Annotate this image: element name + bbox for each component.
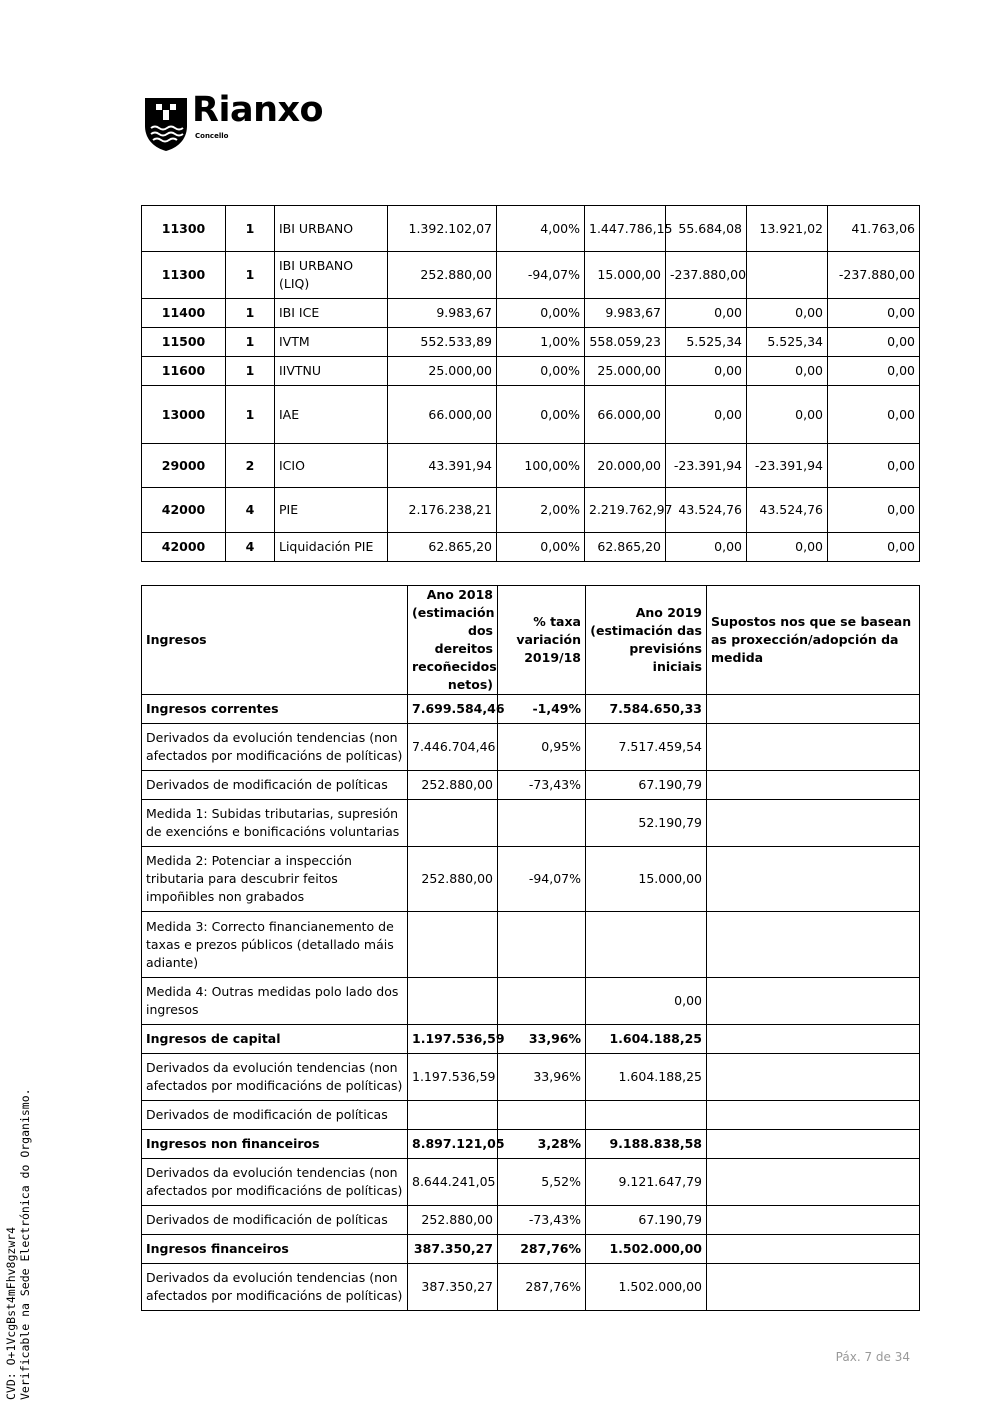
- row-label-cell: Derivados de modificación de políticas: [142, 1101, 408, 1130]
- amount-2018-cell: 1.197.536,59: [408, 1054, 498, 1101]
- percent-cell: -94,07%: [498, 847, 586, 912]
- percent-cell: 0,00%: [497, 357, 585, 386]
- table-row: [142, 386, 920, 444]
- cvd-code: CVD: O+1VcgBst4mFhv8gzwr4: [4, 1226, 18, 1400]
- chapter-cell: 1: [226, 328, 275, 357]
- table-row: [142, 1101, 920, 1130]
- assumptions-cell: [707, 978, 920, 1025]
- table-row: [142, 299, 920, 328]
- table-row: [142, 252, 920, 299]
- percent-cell: 287,76%: [498, 1235, 586, 1264]
- tax-code-cell: 11600: [142, 357, 226, 386]
- trend-cell: 0,00: [747, 386, 828, 444]
- percent-cell: -73,43%: [498, 771, 586, 800]
- difference-cell: 43.524,76: [666, 488, 747, 533]
- table-row: [142, 328, 920, 357]
- amount-2019-cell: 7.584.650,33: [586, 695, 707, 724]
- amount-2018-cell: 387.350,27: [408, 1264, 498, 1311]
- chapter-cell: 4: [226, 533, 275, 562]
- percent-cell: [498, 800, 586, 847]
- description-cell: IVTM: [275, 328, 388, 357]
- table-row: [142, 771, 920, 800]
- assumptions-cell: [707, 1264, 920, 1311]
- amount-2019-cell: 1.447.786,15: [585, 206, 666, 252]
- amount-2018-cell: [408, 978, 498, 1025]
- description-cell: IBI URBANO: [275, 206, 388, 252]
- percent-cell: -94,07%: [497, 252, 585, 299]
- logo-wordmark: Rianxo: [192, 90, 324, 130]
- description-cell: ICIO: [275, 444, 388, 488]
- percent-cell: 0,00%: [497, 299, 585, 328]
- amount-2018-cell: 252.880,00: [408, 1206, 498, 1235]
- table-row: [142, 978, 920, 1025]
- description-cell: Liquidación PIE: [275, 533, 388, 562]
- amount-2018-cell: 7.699.584,46: [408, 695, 498, 724]
- assumptions-cell: [707, 724, 920, 771]
- assumptions-cell: [707, 771, 920, 800]
- percent-cell: 3,28%: [498, 1130, 586, 1159]
- amount-2019-cell: 67.190,79: [586, 1206, 707, 1235]
- table-row: [142, 533, 920, 562]
- row-label-cell: Derivados de modificación de políticas: [142, 1206, 408, 1235]
- row-label-cell: Ingresos non financeiros: [142, 1130, 408, 1159]
- row-label-cell: Derivados da evolución tendencias (non afectados por modificacións de políticas): [142, 1264, 408, 1311]
- difference-cell: -237.880,00: [666, 252, 747, 299]
- description-cell: IAE: [275, 386, 388, 444]
- amount-2019-cell: 9.121.647,79: [586, 1159, 707, 1206]
- amount-2018-cell: [408, 1101, 498, 1130]
- assumptions-cell: [707, 695, 920, 724]
- amount-2019-cell: [586, 912, 707, 978]
- trend-cell: 43.524,76: [747, 488, 828, 533]
- chapter-cell: 1: [226, 206, 275, 252]
- amount-2018-cell: 1.392.102,07: [388, 206, 497, 252]
- tax-code-cell: 11300: [142, 206, 226, 252]
- percent-cell: 33,96%: [498, 1054, 586, 1101]
- chapter-cell: 2: [226, 444, 275, 488]
- trend-cell: 0,00: [747, 357, 828, 386]
- amount-2018-cell: 252.880,00: [408, 771, 498, 800]
- verification-note: Verificable na Sede Electrónica do Organismo.: [18, 1088, 32, 1400]
- amount-2019-cell: 52.190,79: [586, 800, 707, 847]
- header-ano-2018: Ano 2018 (estimación dos dereitos recoñecidos netos): [408, 586, 498, 695]
- row-label-cell: Medida 1: Subidas tributarias, supresión de exencións e bonificacións voluntarias: [142, 800, 408, 847]
- percent-cell: 0,00%: [497, 533, 585, 562]
- chapter-cell: 4: [226, 488, 275, 533]
- chapter-cell: 1: [226, 357, 275, 386]
- amount-2019-cell: 15.000,00: [586, 847, 707, 912]
- amount-2019-cell: 558.059,23: [585, 328, 666, 357]
- percent-cell: -73,43%: [498, 1206, 586, 1235]
- row-label-cell: Medida 3: Correcto financianemento de taxas e prezos públicos (detallado máis adiante): [142, 912, 408, 978]
- policy-cell: 0,00: [828, 533, 920, 562]
- amount-2019-cell: 20.000,00: [585, 444, 666, 488]
- header-supostos: Supostos nos que se basean as proxección/adopción da medida: [707, 586, 920, 695]
- percent-cell: [498, 978, 586, 1025]
- verification-code: [4, 1088, 32, 1400]
- assumptions-cell: [707, 912, 920, 978]
- amount-2018-cell: 25.000,00: [388, 357, 497, 386]
- assumptions-cell: [707, 1054, 920, 1101]
- trend-cell: -23.391,94: [747, 444, 828, 488]
- tax-code-cell: 11500: [142, 328, 226, 357]
- assumptions-cell: [707, 1159, 920, 1206]
- amount-2018-cell: 43.391,94: [388, 444, 497, 488]
- percent-cell: -1,49%: [498, 695, 586, 724]
- policy-cell: 41.763,06: [828, 206, 920, 252]
- percent-cell: 4,00%: [497, 206, 585, 252]
- table-row: [142, 1025, 920, 1054]
- table-row: [142, 724, 920, 771]
- coat-of-arms-icon: [143, 96, 189, 152]
- difference-cell: 55.684,08: [666, 206, 747, 252]
- percent-cell: 287,76%: [498, 1264, 586, 1311]
- description-cell: IBI ICE: [275, 299, 388, 328]
- percent-cell: 0,00%: [497, 386, 585, 444]
- policy-cell: 0,00: [828, 328, 920, 357]
- table-row: [142, 1235, 920, 1264]
- amount-2018-cell: 252.880,00: [388, 252, 497, 299]
- amount-2018-cell: 62.865,20: [388, 533, 497, 562]
- amount-2019-cell: 7.517.459,54: [586, 724, 707, 771]
- logo-subtitle: Concello: [195, 132, 229, 140]
- tax-code-cell: 13000: [142, 386, 226, 444]
- amount-2018-cell: 7.446.704,46: [408, 724, 498, 771]
- tax-code-cell: 42000: [142, 533, 226, 562]
- assumptions-cell: [707, 1130, 920, 1159]
- table-row: [142, 1130, 920, 1159]
- trend-cell: 5.525,34: [747, 328, 828, 357]
- income-projection-table: [141, 585, 920, 1311]
- amount-2019-cell: 9.188.838,58: [586, 1130, 707, 1159]
- assumptions-cell: [707, 1206, 920, 1235]
- table-row: [142, 444, 920, 488]
- tax-code-cell: 11300: [142, 252, 226, 299]
- tax-revenue-table: [141, 205, 920, 562]
- row-label-cell: Medida 4: Outras medidas polo lado dos ingresos: [142, 978, 408, 1025]
- row-label-cell: Ingresos correntes: [142, 695, 408, 724]
- header-taxa-variacion: % taxa variación 2019/18: [498, 586, 586, 695]
- amount-2019-cell: 2.219.762,97: [585, 488, 666, 533]
- chapter-cell: 1: [226, 252, 275, 299]
- chapter-cell: 1: [226, 299, 275, 328]
- header-ano-2019: Ano 2019 (estimación das previsións iniciais: [586, 586, 707, 695]
- amount-2018-cell: 9.983,67: [388, 299, 497, 328]
- table-row: [142, 1264, 920, 1311]
- row-label-cell: Ingresos de capital: [142, 1025, 408, 1054]
- table-row: [142, 1206, 920, 1235]
- difference-cell: 0,00: [666, 299, 747, 328]
- difference-cell: 0,00: [666, 357, 747, 386]
- row-label-cell: Ingresos financeiros: [142, 1235, 408, 1264]
- amount-2018-cell: [408, 800, 498, 847]
- amount-2018-cell: 2.176.238,21: [388, 488, 497, 533]
- tax-code-cell: 11400: [142, 299, 226, 328]
- description-cell: PIE: [275, 488, 388, 533]
- percent-cell: [498, 1101, 586, 1130]
- table-row: [142, 847, 920, 912]
- percent-cell: 5,52%: [498, 1159, 586, 1206]
- table-row: [142, 912, 920, 978]
- table-row: [142, 488, 920, 533]
- difference-cell: 5.525,34: [666, 328, 747, 357]
- amount-2019-cell: [586, 1101, 707, 1130]
- trend-cell: 0,00: [747, 299, 828, 328]
- assumptions-cell: [707, 847, 920, 912]
- row-label-cell: Derivados da evolución tendencias (non afectados por modificacións de políticas): [142, 1054, 408, 1101]
- difference-cell: 0,00: [666, 386, 747, 444]
- table-row: [142, 206, 920, 252]
- assumptions-cell: [707, 1235, 920, 1264]
- amount-2019-cell: 1.604.188,25: [586, 1025, 707, 1054]
- percent-cell: 1,00%: [497, 328, 585, 357]
- table-row: [142, 1159, 920, 1206]
- row-label-cell: Derivados da evolución tendencias (non afectados por modificacións de políticas): [142, 1159, 408, 1206]
- amount-2018-cell: 252.880,00: [408, 847, 498, 912]
- amount-2019-cell: 62.865,20: [585, 533, 666, 562]
- amount-2019-cell: 66.000,00: [585, 386, 666, 444]
- percent-cell: 100,00%: [497, 444, 585, 488]
- policy-cell: 0,00: [828, 386, 920, 444]
- percent-cell: 0,95%: [498, 724, 586, 771]
- assumptions-cell: [707, 1025, 920, 1054]
- table-row: [142, 357, 920, 386]
- policy-cell: 0,00: [828, 444, 920, 488]
- amount-2018-cell: 1.197.536,59: [408, 1025, 498, 1054]
- row-label-cell: Derivados da evolución tendencias (non afectados por modificacións de políticas): [142, 724, 408, 771]
- description-cell: IIVTNU: [275, 357, 388, 386]
- difference-cell: 0,00: [666, 533, 747, 562]
- trend-cell: 0,00: [747, 533, 828, 562]
- difference-cell: -23.391,94: [666, 444, 747, 488]
- amount-2018-cell: 8.897.121,05: [408, 1130, 498, 1159]
- amount-2018-cell: 8.644.241,05: [408, 1159, 498, 1206]
- amount-2018-cell: 552.533,89: [388, 328, 497, 357]
- amount-2019-cell: 1.502.000,00: [586, 1264, 707, 1311]
- description-cell: IBI URBANO (LIQ): [275, 252, 388, 299]
- percent-cell: 33,96%: [498, 1025, 586, 1054]
- policy-cell: -237.880,00: [828, 252, 920, 299]
- policy-cell: 0,00: [828, 299, 920, 328]
- policy-cell: 0,00: [828, 357, 920, 386]
- row-label-cell: Derivados de modificación de políticas: [142, 771, 408, 800]
- percent-cell: 2,00%: [497, 488, 585, 533]
- table-row: [142, 800, 920, 847]
- amount-2018-cell: [408, 912, 498, 978]
- amount-2019-cell: 67.190,79: [586, 771, 707, 800]
- row-label-cell: Medida 2: Potenciar a inspección tributaria para descubrir feitos impoñibles non grabados: [142, 847, 408, 912]
- header-ingresos: Ingresos: [142, 586, 408, 695]
- table-row: [142, 1054, 920, 1101]
- tax-code-cell: 29000: [142, 444, 226, 488]
- percent-cell: [498, 912, 586, 978]
- rianxo-logo: [143, 90, 343, 152]
- tax-code-cell: 42000: [142, 488, 226, 533]
- amount-2019-cell: 0,00: [586, 978, 707, 1025]
- table-header-row: [142, 586, 920, 695]
- trend-cell: 13.921,02: [747, 206, 828, 252]
- chapter-cell: 1: [226, 386, 275, 444]
- amount-2018-cell: 66.000,00: [388, 386, 497, 444]
- policy-cell: 0,00: [828, 488, 920, 533]
- trend-cell: [747, 252, 828, 299]
- amount-2019-cell: 15.000,00: [585, 252, 666, 299]
- assumptions-cell: [707, 800, 920, 847]
- assumptions-cell: [707, 1101, 920, 1130]
- amount-2019-cell: 1.604.188,25: [586, 1054, 707, 1101]
- amount-2019-cell: 9.983,67: [585, 299, 666, 328]
- amount-2018-cell: 387.350,27: [408, 1235, 498, 1264]
- amount-2019-cell: 25.000,00: [585, 357, 666, 386]
- table-row: [142, 695, 920, 724]
- amount-2019-cell: 1.502.000,00: [586, 1235, 707, 1264]
- page-number: Páx. 7 de 34: [835, 1350, 910, 1364]
